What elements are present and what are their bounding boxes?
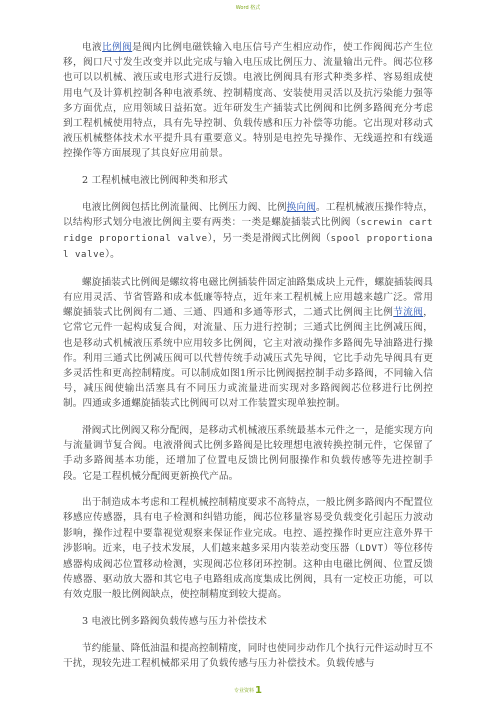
link-directional-valve[interactable]: 换向阀 bbox=[286, 201, 316, 213]
page-header: Word 格式 bbox=[235, 5, 261, 11]
page-number: 1 bbox=[255, 685, 262, 696]
section-heading-3: 3 电液比例多路阀负载传感与压力补偿技术 bbox=[82, 616, 267, 628]
page-footer bbox=[0, 680, 496, 699]
paragraph-sensor: 出于制造成本考虑和工程机械控制精度要求不高特点，一般比例多路阀内不配置位移感应传感器，具有电子检测和纠错功能，阀芯位移量容易受负载变化引起压力波动影响，操作过程中要靠视觉观察来保证作业完成。电控、遥控操作时更应注意外界干涉影响。近来，电子技术发展，人们越来越多采用内装差动变压器（LDVT）等位移传感器构成阀芯位置移动检测，实现阀芯位移闭环控制。这种由电磁比例阀、位置反馈传感器、驱动放大器和其它电子电路组成高度集成比例阀，具有一定校正功能，可以有效克服一般比例阀缺点，使控制精度到较大提高。 bbox=[63, 497, 434, 601]
paragraph-load-sensing: 节约能量、降低油温和提高控制精度，同时也使同步动作几个执行元件运动时互不干扰，现较先进工程机械都采用了负载传感与压力补偿技术。负载传感与 bbox=[63, 642, 433, 669]
link-throttle-valve[interactable]: 节流阀 bbox=[393, 307, 424, 319]
section-heading-2: 2 工程机械电液比例阀种类和形式 bbox=[82, 175, 228, 187]
paragraph-intro: 电液比例阀是阀内比例电磁铁输入电压信号产生相应动作，使工作阀阀芯产生位移，阀口尺寸发生改变并以此完成与输入电压成比例压力、流量输出元件。阀芯位移也可以以机械、液压或电形式进行反馈。电液比例阀具有形式种类多样、容易组成使用电气及计算机控制各种电液系统、控制精度高、安装使用灵活以及抗污染能力强等多方面优点，应用领域日益拓宽。近年研发生产插装式比例阀和比例多路阀充分考虑到工程机械使用特点，具有先导控制、负载传感和压力补偿等功能。它出现对移动式液压机械整体技术水平提升具有重要意义。特别是电控先导操作、无线遥控和有线遥控操作等方面展现了其良好应用前景。 bbox=[63, 42, 433, 160]
footer-tag: 专业资料 bbox=[234, 688, 255, 694]
paragraph-types: 电液比例阀包括比例流量阀、比例压力阀、比例换向阀。工程机械液压操作特点，以结构形式划分电液比例阀主要有两类：一类是螺旋插装式比例阀（screwin cartridge proportional valve），另一类是滑阀式比例阀（spool proportional valve）。 bbox=[63, 201, 433, 261]
paragraph-cartridge: 螺旋插装式比例阀是螺纹将电磁比例插装件固定油路集成块上元件，螺旋插装阀具有应用灵活、节省管路和成本低廉等特点，近年来工程机械上应用越来越广泛。常用螺旋插装式比例阀有二通、三通、四通和多通等形式，二通式比例阀主比例节流阀，它常它元件一起构成复合阀，对流量、压力进行控制；三通式比例阀主比例减压阀，也是移动式机械液压系统中应用较多比例阀，它主对液动操作多路阀先导油路进行操作。利用三通式比例减压阀可以代替传统手动减压式先导阀，它比手动先导阀具有更多灵活性和更高控制精度。可以制成如图1所示比例阀据控制手动多路阀，不同输入信号，减压阀使输出活塞具有不同压力或流量进而实现对多路阀阀芯位移进行比例控制。四通或多通螺旋插装式比例阀可以对工作装置实现单独控制。 bbox=[63, 276, 434, 410]
link-proportional-valve[interactable]: 比例阀 bbox=[102, 42, 133, 53]
paragraph-spool: 滑阀式比例阀又称分配阀，是移动式机械液压系统最基本元件之一，是能实现方向与流量调节复合阀。电液滑阀式比例多路阀是比较理想电液转换控制元件，它保留了手动多路阀基本功能，还增加了位置电反馈比例伺服操作和负载传感等先进控制手段。它是工程机械分配阀更新换代产品。 bbox=[63, 425, 433, 482]
document-body bbox=[63, 40, 433, 682]
